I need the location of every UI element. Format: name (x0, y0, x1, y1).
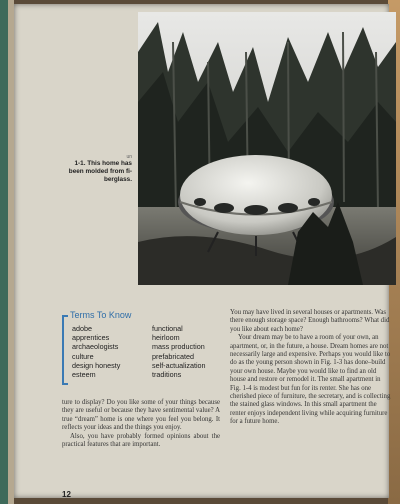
caption-fragment: un (126, 154, 132, 160)
term: prefabricated (152, 351, 194, 361)
term: functional (152, 324, 183, 333)
terms-bracket (62, 315, 68, 385)
paragraph: Your dream may be to have a room of your own, an apartment, or, in the future, a house. Dream homes are not necessarily large and expensive. Perhaps you would like to do as the young person shown in Fig. 1-3 has done–build your own house. Maybe you would like to find an old house and restore or remodel it. The small apartment in Fig. 1-4 is modest but fun for its renter. She has one cherished piece of furniture, the secretary, and is collecting the stained glass windows. In this small apartment the renter enjoys independent living while acquiring furniture for a future home. (230, 334, 391, 426)
caption-text: 1-1. This home has been molded from fi-berglass. (68, 160, 132, 184)
paragraph: Also, you have probably formed opinions about the practical features that are important. (62, 432, 220, 449)
term: apprentices (72, 333, 110, 343)
term: esteem (72, 370, 96, 380)
body-text-left (62, 399, 220, 449)
term: heirloom (152, 333, 180, 343)
terms-title: Terms To Know (70, 310, 132, 320)
term: mass production (152, 342, 205, 352)
terms-column-1 (72, 324, 120, 379)
term: traditions (152, 370, 182, 380)
house-photo (138, 12, 396, 285)
body-text-right (230, 309, 392, 427)
figure-caption (62, 154, 132, 184)
fiberglass-house-image (138, 12, 396, 285)
paragraph: You may have lived in several houses or apartments. Was there enough storage space? Enough bathrooms? What did you like about each home? (230, 309, 390, 333)
terms-to-know-box (62, 310, 222, 386)
terms-column-2 (152, 324, 206, 379)
term: archaeologists (72, 342, 119, 352)
term: self-actualization (152, 360, 206, 370)
page-number: 12 (62, 490, 71, 499)
book-page (14, 4, 389, 498)
term: culture (72, 351, 94, 361)
paragraph: ture to display? Do you like some of your things because they are useful or because they have sentimental value? A true “dream” home is one where you feel you belong. It reflects your ideas and the things you enjoy. (62, 399, 220, 432)
term: adobe (72, 324, 92, 333)
term: design honesty (72, 360, 121, 370)
